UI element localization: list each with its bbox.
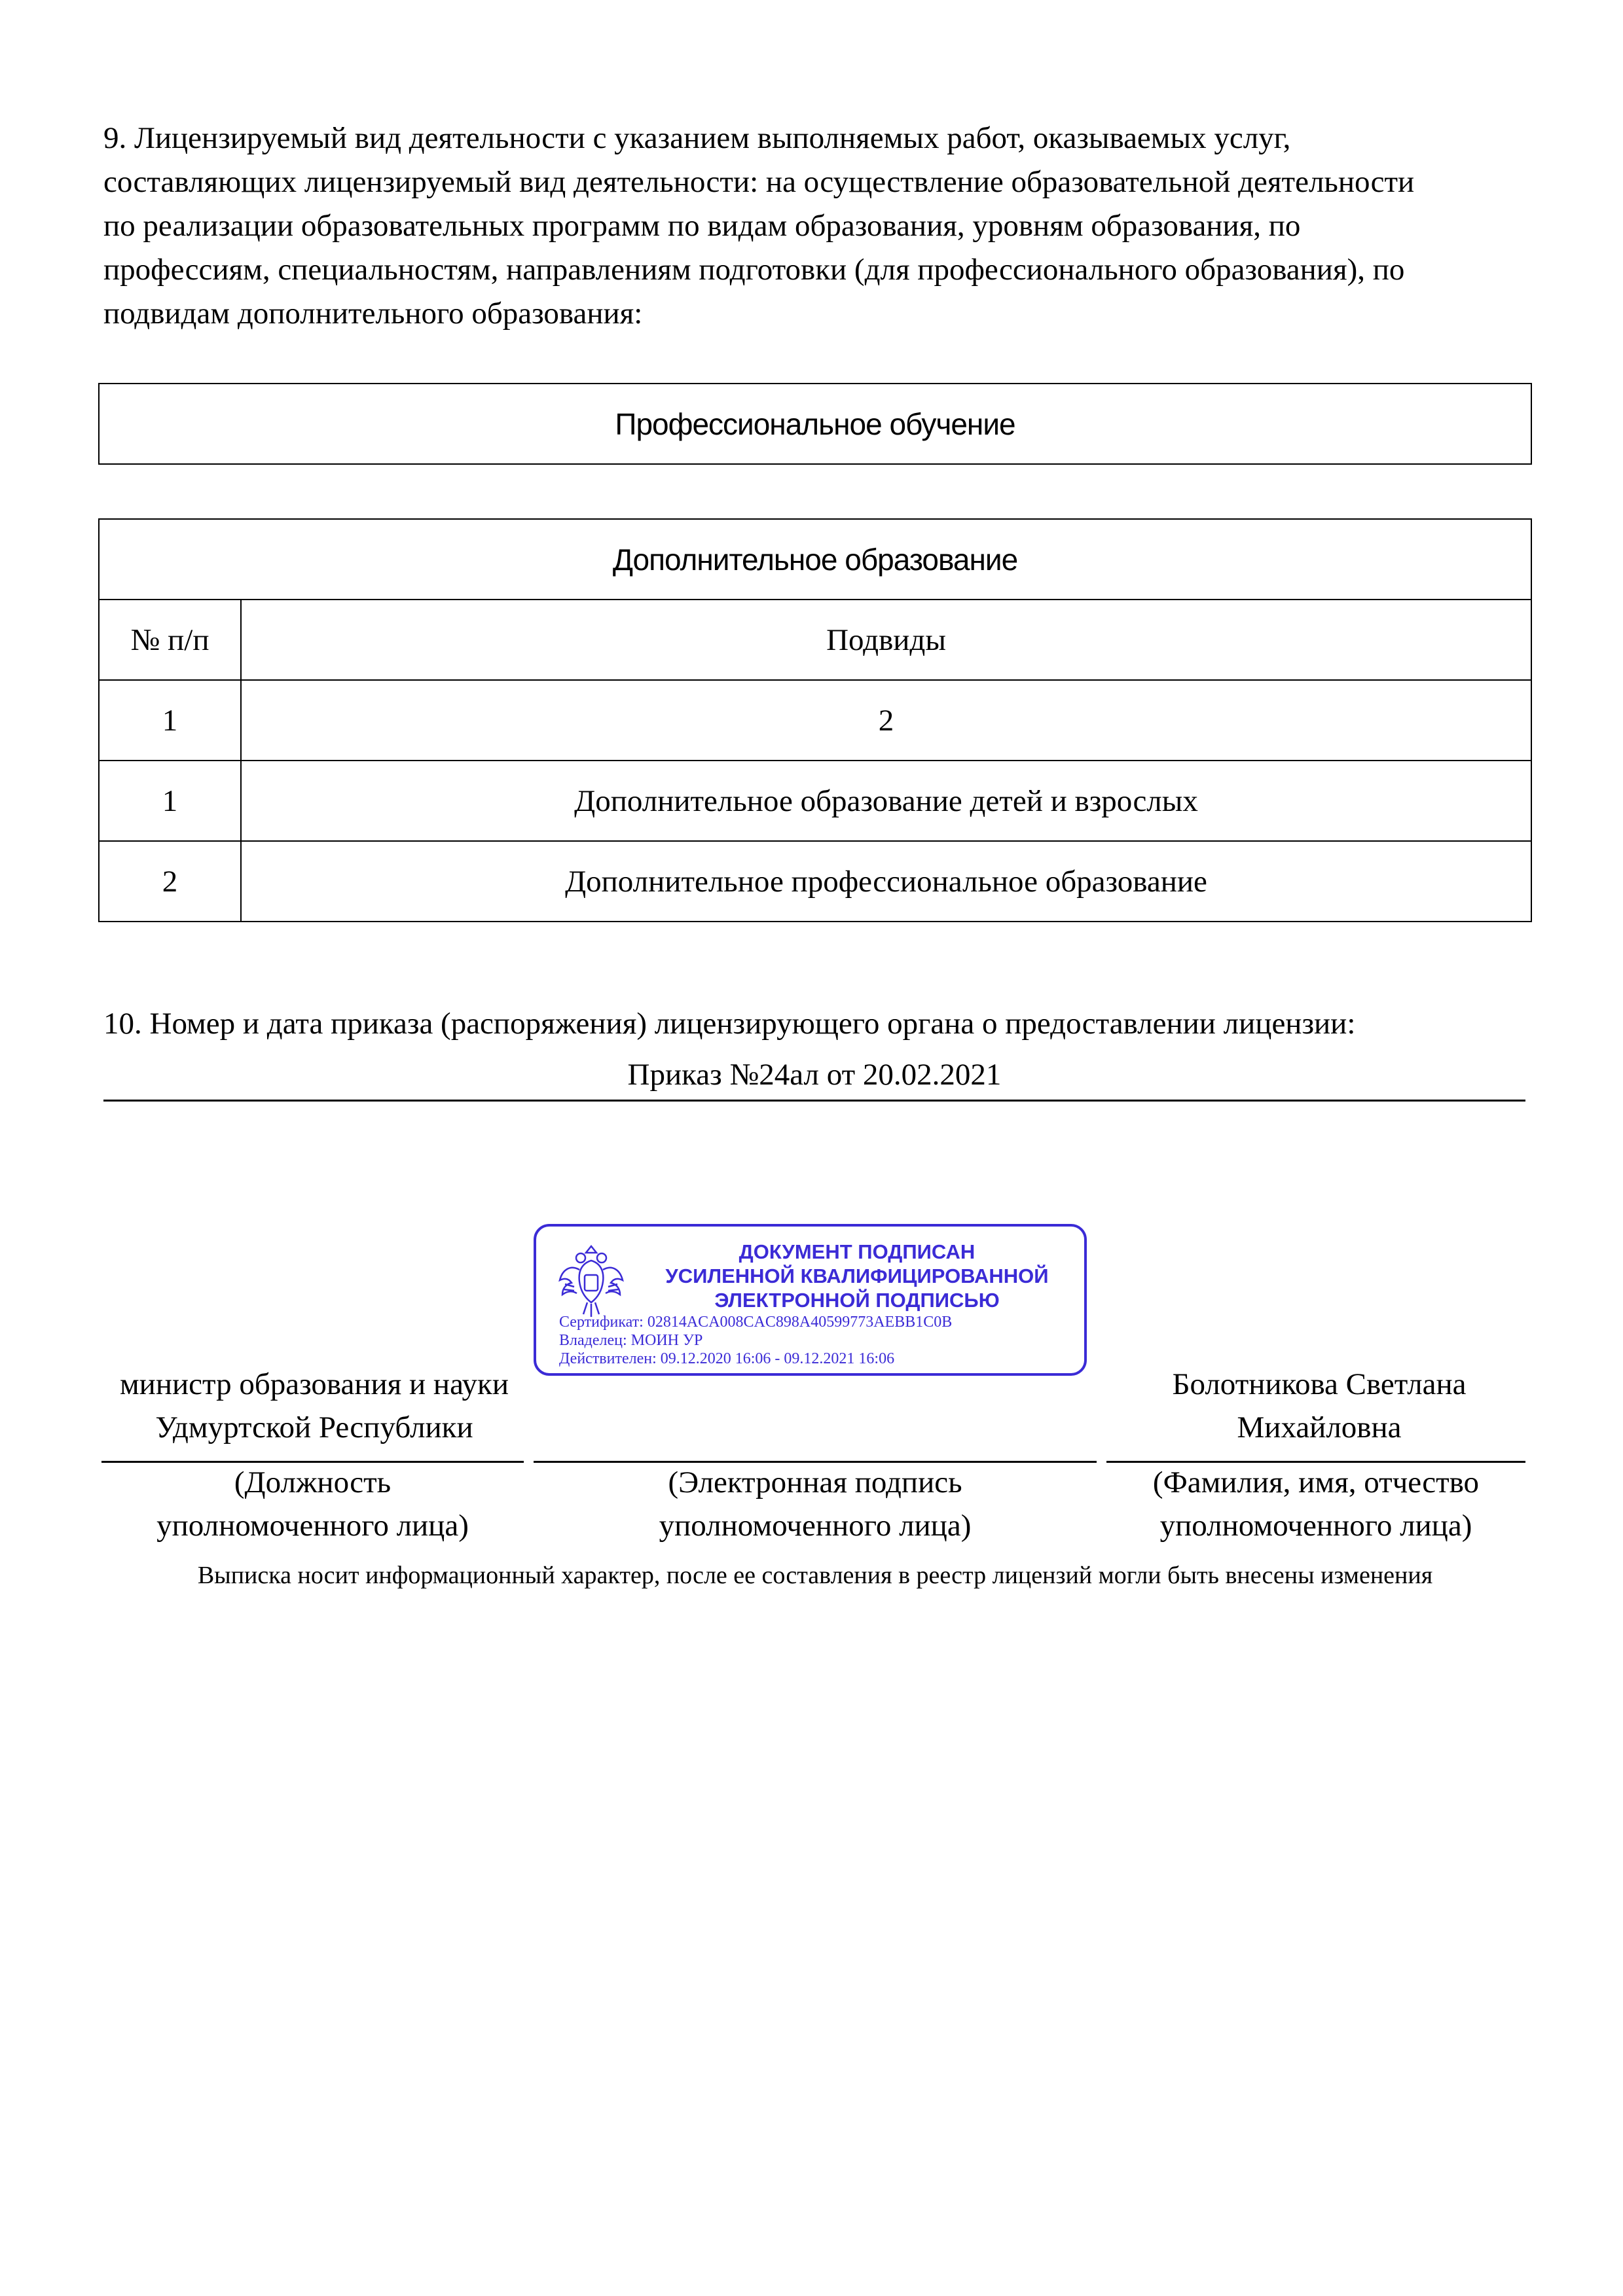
row-number: 2 <box>99 841 241 922</box>
table-index-row <box>99 680 1531 761</box>
position-line: Удмуртской Республики <box>155 1410 473 1444</box>
section-10-text: 10. Номер и дата приказа (распоряжения) лицензирующего органа о предоставлении лицензии: <box>103 1007 1356 1041</box>
stamp-owner: Владелец: МОИН УР <box>559 1332 703 1349</box>
row-subtype: Дополнительное профессиональное образование <box>241 841 1531 922</box>
row-number: 1 <box>99 761 241 841</box>
caption-name <box>1106 1461 1525 1547</box>
stamp-certificate: Сертификат: 02814ACA008CAC898A40599773AEBB1C0B <box>559 1314 953 1331</box>
caption-line: уполномоченного лица) <box>659 1509 972 1543</box>
caption-line: уполномоченного лица) <box>156 1509 469 1543</box>
section-9-line: составляющих лицензируемый вид деятельности: на осуществление образовательной деятельности <box>103 165 1415 199</box>
name-line: Михайловна <box>1237 1410 1402 1444</box>
index-cell: 1 <box>99 680 241 761</box>
table-header-row <box>99 600 1531 680</box>
caption-line: (Должность <box>234 1465 392 1499</box>
stamp-validity: Действителен: 09.12.2020 16:06 - 09.12.2021 16:06 <box>559 1350 895 1367</box>
section-9-line: по реализации образовательных программ по видам образования, уровням образования, по <box>103 209 1301 243</box>
official-position <box>101 1363 527 1449</box>
electronic-signature-stamp <box>534 1224 1087 1376</box>
section-9-line: подвидам дополнительного образования: <box>103 296 643 331</box>
caption-line: (Фамилия, имя, отчество <box>1152 1465 1480 1499</box>
index-cell: 2 <box>241 680 1531 761</box>
additional-education-table <box>98 518 1532 922</box>
section-9-line: профессиям, специальностям, направлениям подготовки (для профессионального образования), по <box>103 253 1405 287</box>
professional-training-title: Профессиональное обучение <box>99 384 1531 464</box>
section-9-line: 9. Лицензируемый вид деятельности с указанием выполняемых работ, оказываемых услуг, <box>103 121 1291 155</box>
header-subtypes: Подвиды <box>241 600 1531 680</box>
footer-note: Выписка носит информационный характер, после ее составления в реестр лицензий могли быть внесены изменения <box>197 1562 1433 1589</box>
russian-coat-of-arms-icon <box>556 1241 627 1321</box>
header-number: № п/п <box>99 600 241 680</box>
stamp-line-1: ДОКУМЕНТ ПОДПИСАН <box>739 1240 976 1263</box>
section-9-paragraph <box>103 117 1531 336</box>
table-row <box>99 761 1531 841</box>
professional-training-table <box>98 383 1532 465</box>
row-subtype: Дополнительное образование детей и взрослых <box>241 761 1531 841</box>
official-name <box>1106 1363 1532 1449</box>
position-line: министр образования и науки <box>119 1367 509 1401</box>
caption-position <box>101 1461 524 1547</box>
name-line: Болотникова Светлана <box>1172 1367 1467 1401</box>
order-underline <box>103 1100 1525 1102</box>
stamp-line-2: УСИЛЕННОЙ КВАЛИФИЦИРОВАННОЙ <box>665 1265 1049 1287</box>
additional-education-title: Дополнительное образование <box>99 519 1531 600</box>
caption-line: (Электронная подпись <box>668 1465 962 1499</box>
caption-line: уполномоченного лица) <box>1159 1509 1472 1543</box>
caption-signature <box>534 1461 1097 1547</box>
table-row <box>99 841 1531 922</box>
order-number: Приказ №24ал от 20.02.2021 <box>627 1058 1002 1092</box>
stamp-line-3: ЭЛЕКТРОННОЙ ПОДПИСЬЮ <box>714 1289 1000 1312</box>
